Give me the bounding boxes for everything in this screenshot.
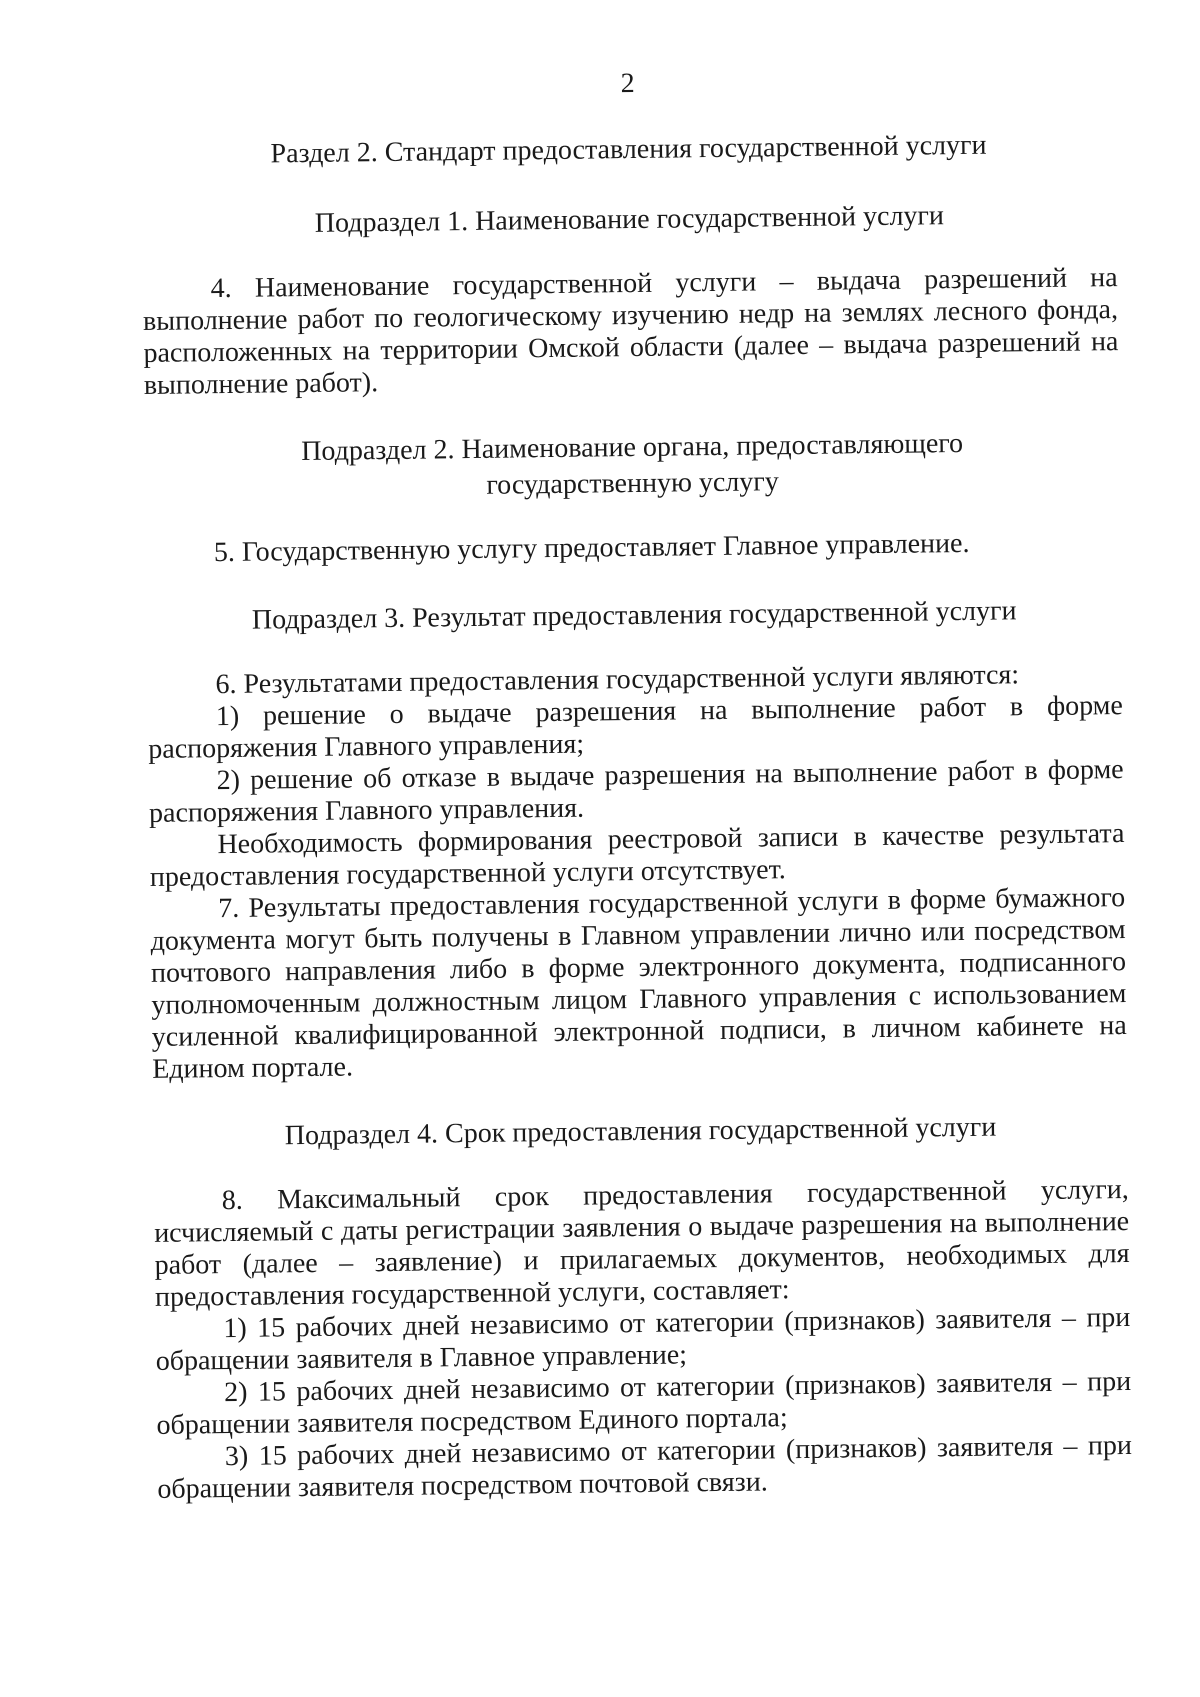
paragraph-8-item-2: 2) 15 рабочих дней независимо от категории (признаков) заявителя – при обращении заявителя посредством Единого портала; bbox=[156, 1365, 1132, 1441]
paragraph-8-item-1: 1) 15 рабочих дней независимо от категории (признаков) заявителя – при обращении заявителя в Главное управление; bbox=[155, 1301, 1131, 1377]
paragraph-4: 4. Наименование государственной услуги – выдача разрешений на выполнение работ по геологическому изучению недр на землях лесного фонда, расположенных на территории Омской области (далее – выдача разрешений на выполнение работ). bbox=[142, 262, 1119, 401]
subsection-2-title-line-2: государственную услугу bbox=[486, 466, 779, 501]
section-title: Раздел 2. Стандарт предоставления государственной услуги bbox=[270, 129, 987, 170]
document-body bbox=[140, 58, 1132, 1506]
subsection-3-title: Подраздел 3. Результат предоставления государственной услуги bbox=[251, 595, 1017, 636]
page-number: 2 bbox=[620, 67, 635, 100]
subsection-2-title-line-1: Подраздел 2. Наименование органа, предоставляющего bbox=[301, 427, 964, 468]
subsection-1-title: Подраздел 1. Наименование государственной услуги bbox=[314, 200, 945, 239]
paragraph-6-item-1: 1) решение о выдаче разрешения на выполнение работ в форме распоряжения Главного управления; bbox=[148, 690, 1124, 765]
subsection-4-title: Подраздел 4. Срок предоставления государственной услуги bbox=[284, 1111, 997, 1152]
paragraph-6-item-2: 2) решение об отказе в выдаче разрешения на выполнение работ в форме распоряжения Главного управления. bbox=[148, 754, 1124, 829]
paragraph-5: 5. Государственную услугу предоставляет Главное управление. bbox=[213, 527, 970, 569]
subsection-2-title bbox=[144, 424, 1120, 508]
paragraph-6-note: Необходимость формирования реестровой записи в качестве результата предоставления государственной услуги отсутствует. bbox=[149, 818, 1125, 893]
paragraph-8-item-3: 3) 15 рабочих дней независимо от категории (признаков) заявителя – при обращении заявителя посредством почтовой связи. bbox=[157, 1429, 1133, 1505]
paragraph-7: 7. Результаты предоставления государственной услуги в форме бумажного документа могут быть получены в Главном управлении лично или посредством почтового направления либо в форме электронного документа, подписанного уполномоченным должностным лицом Главного управления с использованием усиленной квалифицированной электронной подписи, в личном кабинете на Едином портале. bbox=[150, 882, 1127, 1085]
paragraph-6: 6. Результатами предоставления государственной услуги являются: bbox=[215, 659, 1020, 701]
paragraph-8: 8. Максимальный срок предоставления государственной услуги, исчисляемый с даты регистрации заявления о выдаче разрешения на выполнение работ (далее – заявление) и прилагаемых документов, необходимых для предоставления государственной услуги, составляет: bbox=[154, 1174, 1130, 1313]
